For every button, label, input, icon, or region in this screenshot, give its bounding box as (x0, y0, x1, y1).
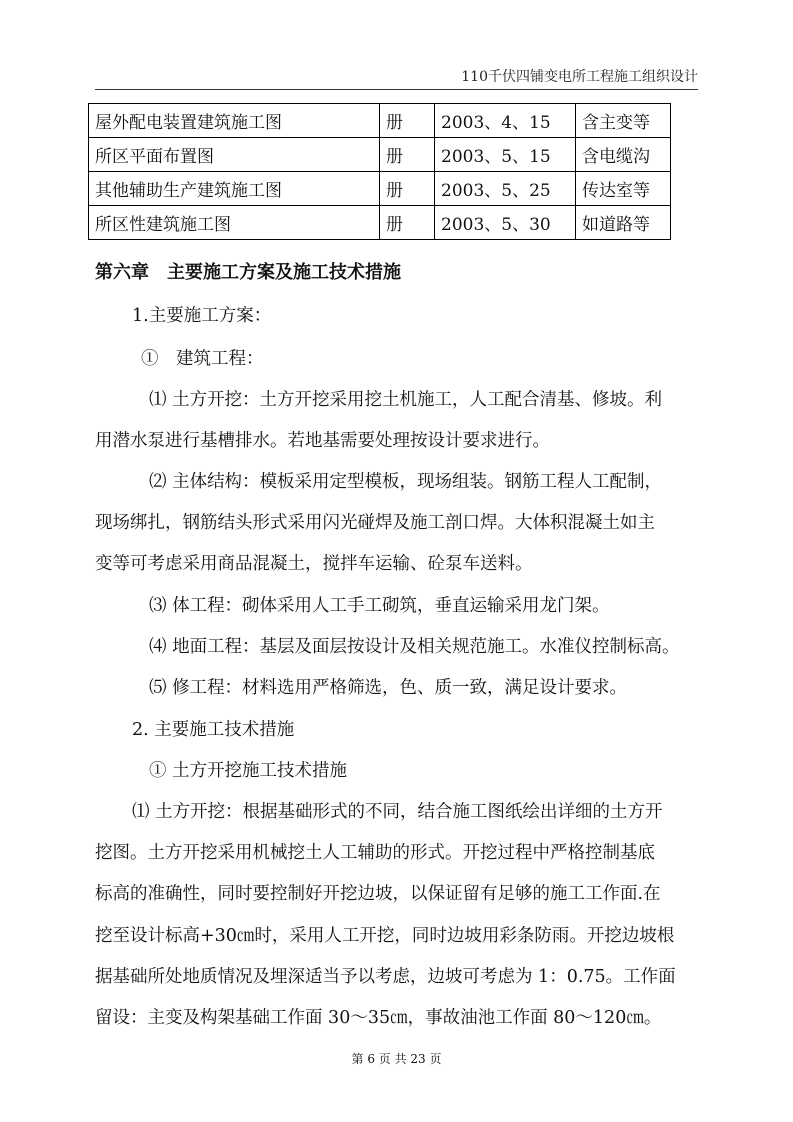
paragraph-line: 现场绑扎，钢筋结头形式采用闪光碰焊及施工剖口焊。大体积混凝土如主 (95, 513, 655, 533)
drawings-table (88, 103, 671, 240)
table-cell: 册 (380, 104, 435, 138)
paragraph-line: ⑸ 修工程：材料选用严格筛选，色、质一致，满足设计要求。 (149, 678, 628, 698)
table-cell: 含主变等 (576, 104, 671, 138)
paragraph-line: 留设：主变及构架基础工作面 30～35㎝，事故油池工作面 80～120㎝。 (95, 1008, 662, 1028)
paragraph-line: 挖图。土方开挖采用机械挖土人工辅助的形式。开挖过程中严格控制基底 (95, 843, 655, 863)
subsection-heading: ① 土方开挖施工技术措施 (149, 761, 348, 781)
table-row (89, 206, 671, 240)
paragraph-line: ⑵ 主体结构：模板采用定型模板，现场组装。钢筋工程人工配制， (149, 472, 663, 492)
table-cell: 所区平面布置图 (89, 138, 380, 172)
table-row (89, 138, 671, 172)
paragraph-line: 挖至设计标高+30㎝时，采用人工开挖，同时边坡用彩条防雨。开挖边坡根 (95, 926, 675, 946)
table-cell: 2003、4、15 (435, 104, 576, 138)
chapter-heading: 第六章 主要施工方案及施工技术措施 (95, 262, 401, 283)
page-number: 第 6 页 共 23 页 (351, 1052, 442, 1066)
table-cell: 其他辅助生产建筑施工图 (89, 172, 380, 206)
table-cell: 2003、5、25 (435, 172, 576, 206)
table-cell: 如道路等 (576, 206, 671, 240)
table-cell: 所区性建筑施工图 (89, 206, 380, 240)
header-divider (95, 89, 698, 90)
table-cell: 册 (380, 172, 435, 206)
subsection-heading: ① 建筑工程： (141, 349, 264, 369)
paragraph-line: 据基础所处地质情况及埋深适当予以考虑，边坡可考虑为 1：0.75。工作面 (95, 967, 676, 987)
table-cell: 2003、5、15 (435, 138, 576, 172)
paragraph-line: 用潜水泵进行基槽排水。若地基需要处理按设计要求进行。 (95, 431, 550, 451)
section-heading: 1.主要施工方案： (132, 306, 272, 326)
section-heading: 2. 主要施工技术措施 (132, 720, 295, 740)
table-cell: 册 (380, 206, 435, 240)
table-cell: 传达室等 (576, 172, 671, 206)
paragraph-line: 变等可考虑采用商品混凝土，搅拌车运输、砼泵车送料。 (95, 554, 533, 574)
paragraph-line: ⑶ 体工程：砌体采用人工手工砌筑，垂直运输采用龙门架。 (149, 596, 610, 616)
paragraph-line: ⑴ 土方开挖：根据基础形式的不同，结合施工图纸绘出详细的土方开 (132, 802, 663, 822)
table-row (89, 172, 671, 206)
paragraph-line: ⑷ 地面工程：基层及面层按设计及相关规范施工。水准仪控制标高。 (149, 637, 680, 657)
page-header: 110千伏四铺变电所工程施工组织设计 (461, 69, 698, 85)
table-cell: 2003、5、30 (435, 206, 576, 240)
table-cell: 屋外配电装置建筑施工图 (89, 104, 380, 138)
table-row (89, 104, 671, 138)
table-cell: 含电缆沟 (576, 138, 671, 172)
table-cell: 册 (380, 138, 435, 172)
paragraph-line: ⑴ 土方开挖：土方开挖采用挖土机施工，人工配合清基、修坡。利 (149, 390, 663, 410)
paragraph-line: 标高的准确性，同时要控制好开挖边坡，以保证留有足够的施工工作面.在 (95, 884, 661, 904)
